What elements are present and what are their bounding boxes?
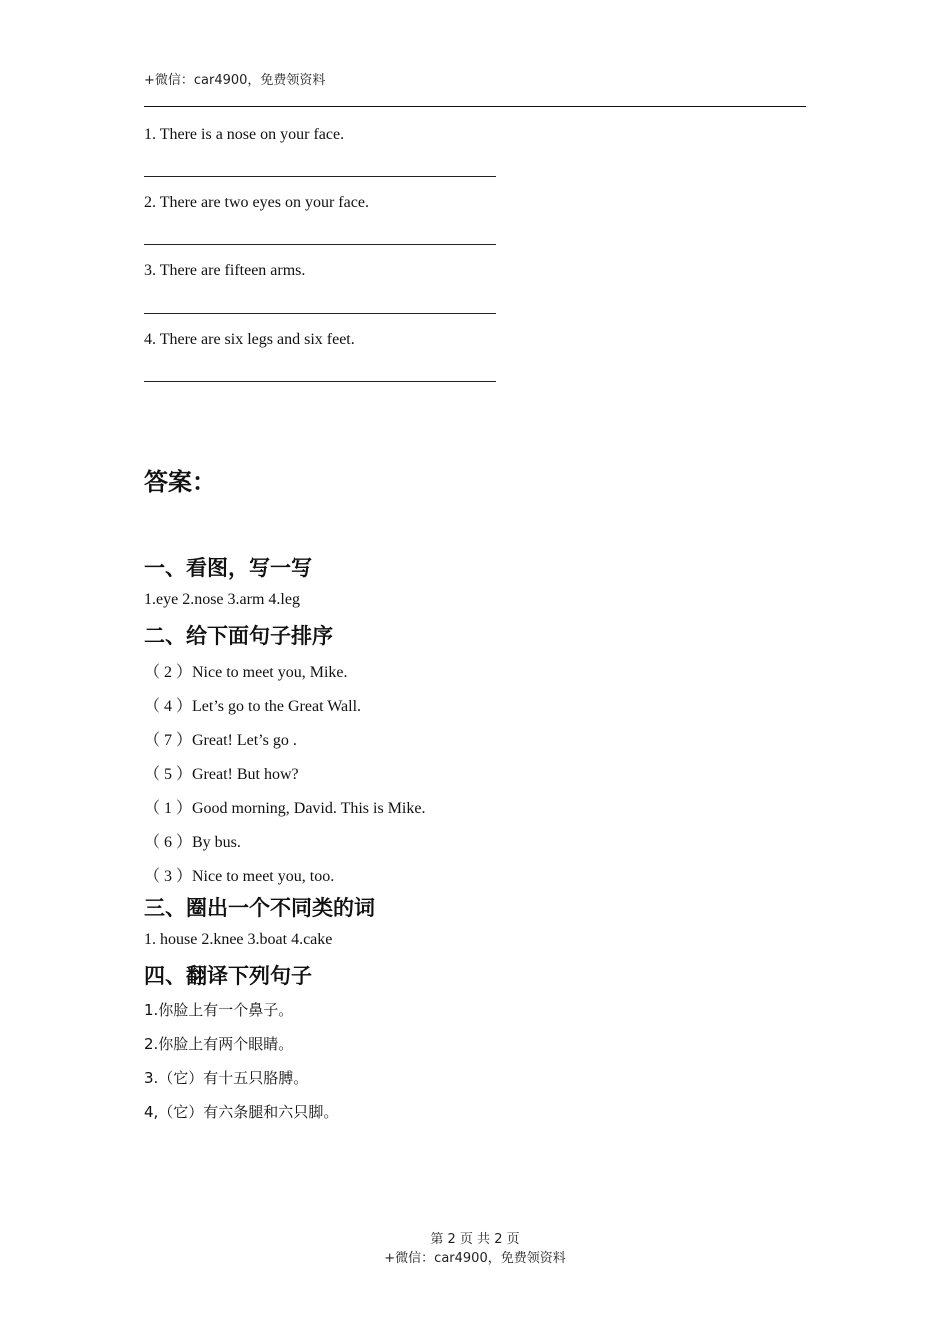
order-line-5: （ 1 ）Good morning, David. This is Mike. <box>144 800 426 817</box>
question-1: 1. There is a nose on your face. <box>144 126 345 143</box>
answer-blank-2 <box>144 244 496 245</box>
translation-line-1: 1.你脸上有一个鼻子。 <box>144 1001 294 1019</box>
question-4: 4. There are six legs and six feet. <box>144 331 355 348</box>
translation-line-3: 3.（它）有十五只胳膊。 <box>144 1069 309 1087</box>
order-line-1: （ 2 ）Nice to meet you, Mike. <box>144 664 348 681</box>
question-2: 2. There are two eyes on your face. <box>144 194 369 211</box>
section-title-4: 四、翻译下列句子 <box>144 964 312 988</box>
answer-title: 答案： <box>144 468 216 496</box>
page-number: 第 2 页 共 2 页 <box>430 1232 520 1247</box>
section-3-answer: 1. house 2.knee 3.boat 4.cake <box>144 931 333 948</box>
section-1-answer: 1.eye 2.nose 3.arm 4.leg <box>144 591 300 608</box>
question-3: 3. There are fifteen arms. <box>144 262 306 279</box>
section-title-2: 二、给下面句子排序 <box>144 624 333 648</box>
header-rule <box>144 106 806 107</box>
answer-blank-1 <box>144 176 496 177</box>
translation-line-2: 2.你脸上有两个眼睛。 <box>144 1035 294 1053</box>
translation-line-4: 4,（它）有六条腿和六只脚。 <box>144 1103 339 1121</box>
order-line-2: （ 4 ）Let’s go to the Great Wall. <box>144 698 362 715</box>
section-title-1: 一、看图，写一写 <box>144 556 312 580</box>
section-title-3: 三、圈出一个不同类的词 <box>144 896 375 920</box>
header-note: +微信：car4900，免费领资料 <box>144 73 326 88</box>
order-line-3: （ 7 ）Great! Let’s go . <box>144 732 297 749</box>
order-line-6: （ 6 ）By bus. <box>144 834 241 851</box>
order-line-4: （ 5 ）Great! But how? <box>144 766 299 783</box>
answer-blank-4 <box>144 381 496 382</box>
footer-note: +微信：car4900，免费领资料 <box>384 1251 566 1266</box>
order-line-7: （ 3 ）Nice to meet you, too. <box>144 868 335 885</box>
answer-blank-3 <box>144 313 496 314</box>
